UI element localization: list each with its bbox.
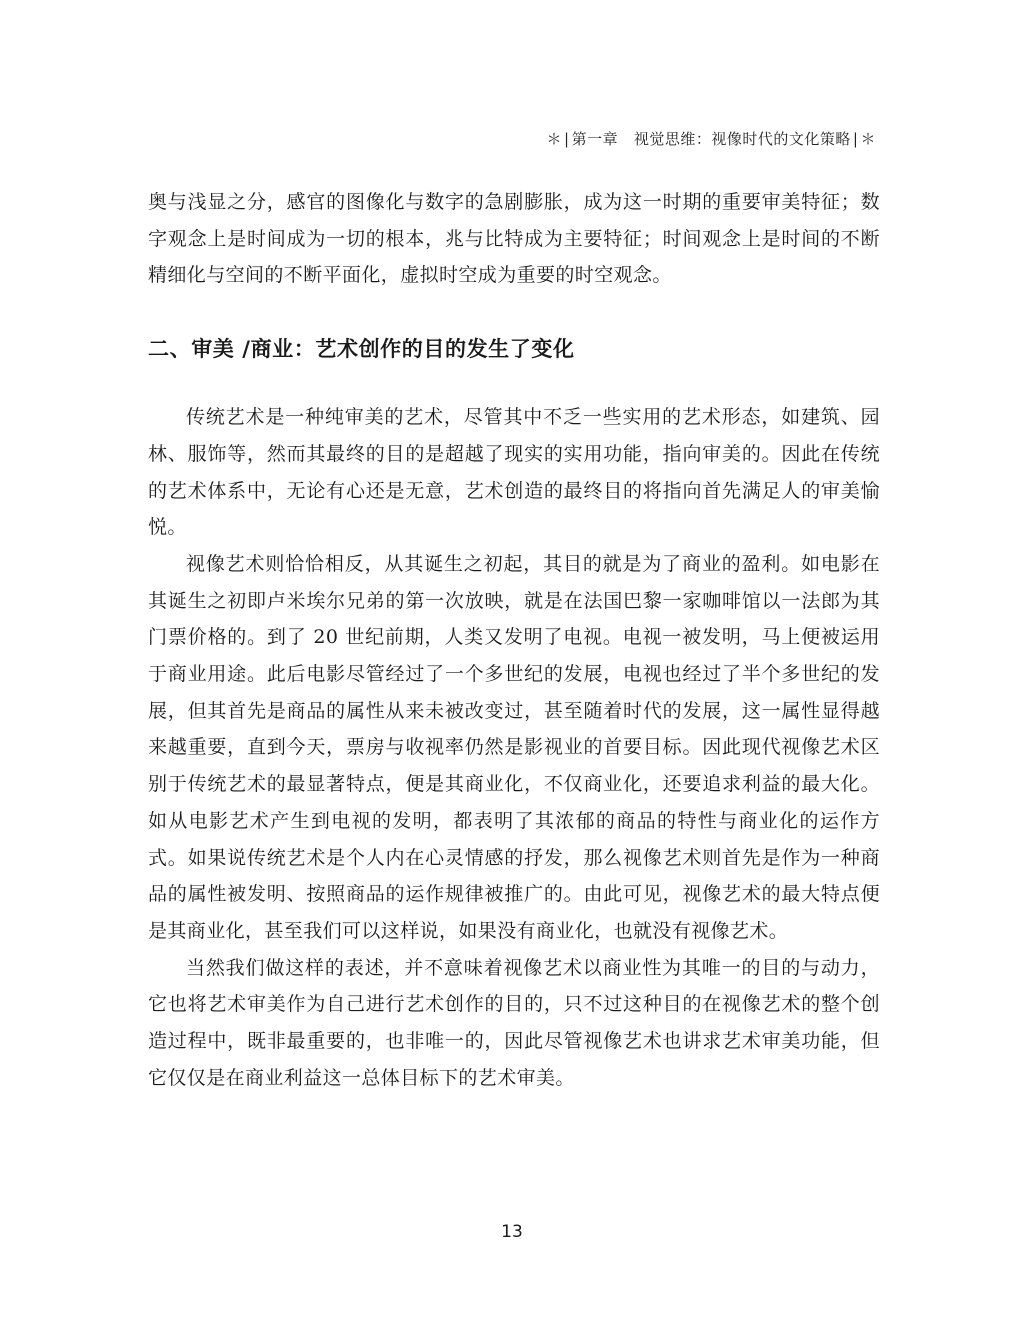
header-star-left-icon: ＊ (546, 130, 563, 148)
section-heading: 二、审美 /商业：艺术创作的目的发生了变化 (148, 337, 575, 362)
page-number: 13 (501, 1222, 523, 1242)
body-paragraph: 视像艺术则恰恰相反，从其诞生之初起，其目的就是为了商业的盈利。如电影在其诞生之初即卢米埃尔兄弟的第一次放映，就是在法国巴黎一家咖啡馆以一法郎为其门票价格的。到了 20 世纪前期，人类又发明了电视。电视一被发明，马上便被运用于商业用途。此后电影尽管经过了一个多世纪的发展，电视也经过了半个多世纪的发展，但其首先是商品的属性从来未被改变过，甚至随着时代的发展，这一属性显得越来越重要，直到今天，票房与收视率仍然是影视业的首要目标。因此现代视像艺术区别于传统艺术的最显著特点，便是其商业化，不仅商业化，还要追求利益的最大化。如从电影艺术产生到电视的发明，都表明了其浓郁的商品的特性与商业化的运作方式。如果说传统艺术是个人内在心灵情感的抒发，那么视像艺术则首先是作为一种商品的属性被发明、按照商品的运作规律被推广的。由此可见，视像艺术的最大特点便是其商业化，甚至我们可以这样说，如果没有商业化，也就没有视像艺术。 (148, 552, 880, 942)
continued-paragraph: 奥与浅显之分，感官的图像化与数字的急剧膨胀，成为这一时期的重要审美特征；数字观念上是时间成为一切的根本，兆与比特成为主要特征；时间观念上是时间的不断精细化与空间的不断平面化，虚拟时空成为重要的时空观念。 (148, 191, 880, 287)
running-header (547, 128, 877, 149)
page-body (148, 184, 880, 1096)
header-chapter: 第一章 (571, 130, 619, 148)
header-divider: | (852, 130, 859, 148)
header-divider: | (564, 130, 570, 148)
body-paragraph: 传统艺术是一种纯审美的艺术，尽管其中不乏一些实用的艺术形态，如建筑、园林、服饰等，然而其最终的目的是超越了现实的实用功能，指向审美的。因此在传统的艺术体系中，无论有心还是无意，艺术创造的最终目的将指向首先满足人的审美愉悦。 (148, 406, 880, 539)
header-chapter-title: 视觉思维：视像时代的文化策略 (633, 130, 851, 148)
body-paragraph: 当然我们做这样的表述，并不意味着视像艺术以商业性为其唯一的目的与动力，它也将艺术审美作为自己进行艺术创作的目的，只不过这种目的在视像艺术的整个创造过程中，既非最重要的，也非唯一的，因此尽管视像艺术也讲求艺术审美功能，但它仅仅是在商业利益这一总体目标下的艺术审美。 (148, 956, 880, 1089)
header-star-right-icon: ＊ (860, 130, 876, 148)
